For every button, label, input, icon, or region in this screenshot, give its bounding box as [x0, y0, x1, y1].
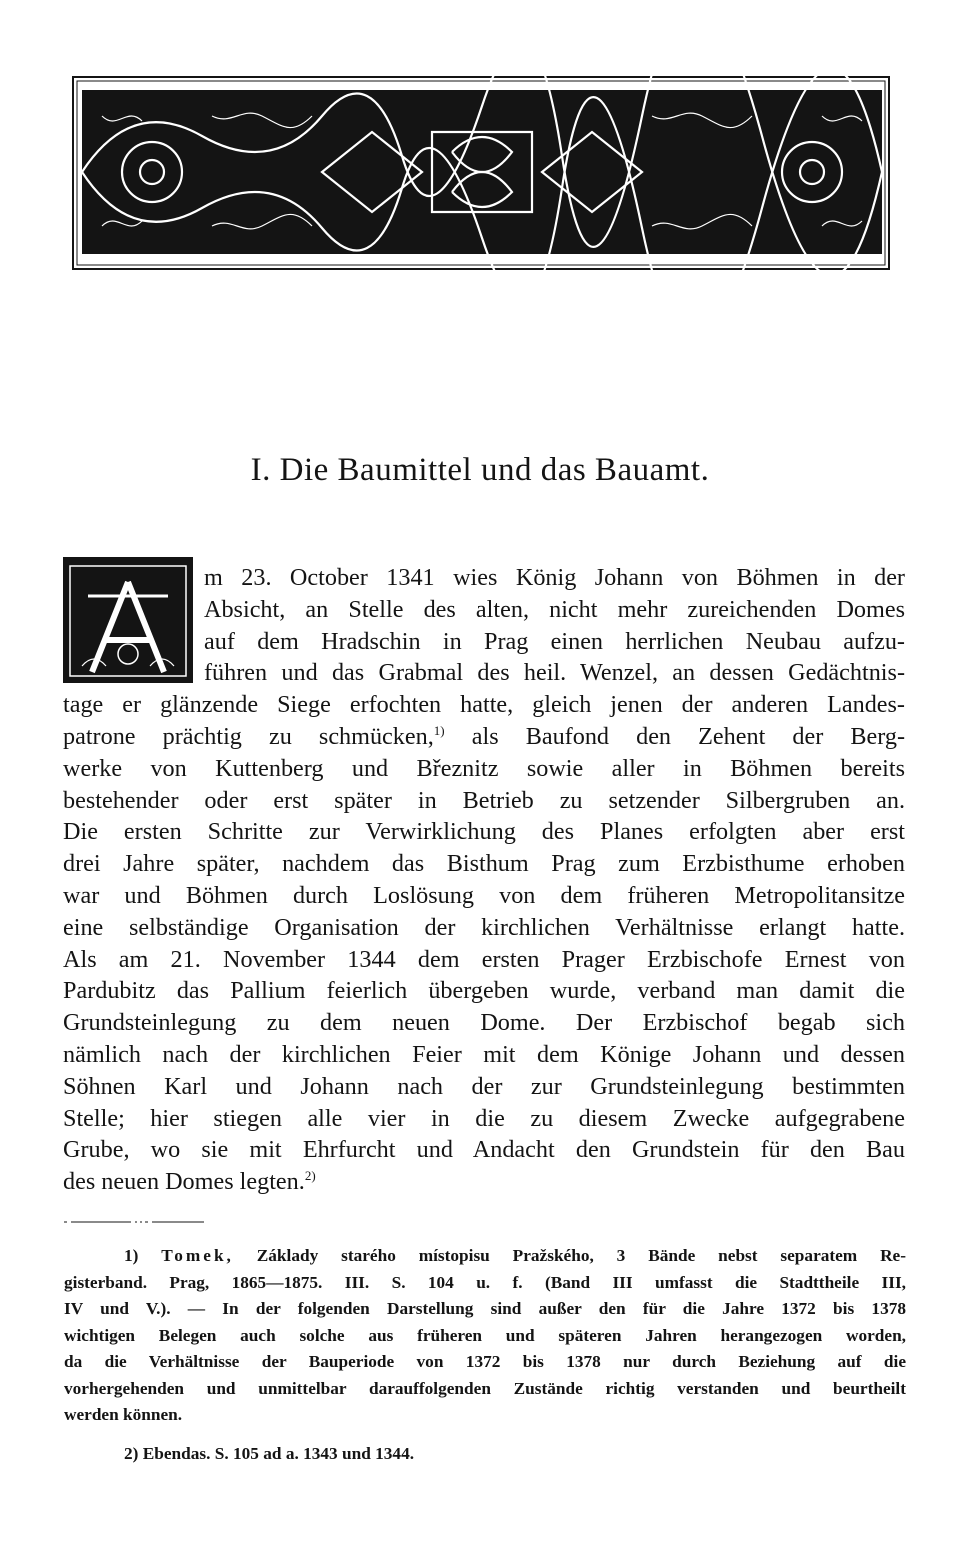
text-line: eine selbständige Organisation der kirchlichen Verhältnisse erlangt hatte.: [63, 913, 905, 941]
footnote-1-line: werden können.: [64, 1405, 183, 1424]
footnote-1-marker: 1): [124, 1246, 139, 1265]
footnote-1-line: [64, 1243, 906, 1270]
text-line: Die ersten Schritte zur Verwirklichung des Planes erfolgten aber erst: [63, 818, 905, 846]
footnote-rule: [64, 1221, 204, 1223]
text-line: auf dem Hradschin in Prag einen herrlichen Neubau aufzu-: [204, 627, 905, 655]
chapter-title: I. Die Baumittel und das Bauamt.: [250, 452, 710, 488]
arabesque-ornament-icon: [72, 76, 890, 270]
text-line: Als am 21. November 1344 dem ersten Prager Erzbischofe Ernest von: [63, 945, 905, 973]
body-text: [63, 562, 905, 1198]
text-line: nämlich nach der kirchlichen Feier mit dem Könige Johann und dessen: [63, 1040, 905, 1068]
footnote-marker: 1): [433, 722, 445, 738]
text-line: Pardubitz das Pallium feierlich übergeben wurde, verband man damit die: [63, 977, 905, 1005]
text-line: [63, 1166, 905, 1198]
footnote-2-line: [64, 1441, 906, 1468]
footnote-1-line: gisterband. Prag, 1865—1875. III. S. 104 u. f. (Band III umfasst die Stadttheile III,: [64, 1272, 906, 1292]
text-line: führen und das Grabmal des heil. Wenzel, an dessen Gedächtnis-: [204, 659, 905, 687]
text-line: Grube, wo sie mit Ehrfurcht und Andacht den Grundstein für den Bau: [63, 1136, 905, 1164]
footnote-1-author: Tomek,: [161, 1246, 234, 1265]
text-line: Absicht, an Stelle des alten, nicht mehr zureichenden Domes: [204, 595, 905, 623]
text-line: [63, 721, 905, 753]
footnote-1-line: da die Verhältnisse der Bauperiode von 1372 bis 1378 nur durch Beziehung auf die: [64, 1352, 906, 1371]
ornamental-header-band: [72, 76, 890, 270]
footnote-2-text: Ebendas. S. 105 ad a. 1343 und 1344.: [142, 1443, 415, 1463]
footnote-2-marker: 2): [124, 1443, 139, 1463]
footnote-1-text: Základy starého místopisu Pražského, 3 Bände nebst separatem Re-: [256, 1246, 906, 1265]
text-fragment: als Baufond den Zehent der Berg-: [471, 722, 906, 750]
text-line: Grundsteinlegung zu dem neuen Dome. Der Erzbischof begab sich: [63, 1009, 905, 1037]
footnote-marker: 2): [304, 1168, 316, 1184]
text-fragment: des neuen Domes legten.: [63, 1168, 305, 1196]
text-line: drei Jahre später, nachdem das Bisthum Prag zum Erzbisthume erhoben: [63, 850, 905, 878]
text-line: war und Böhmen durch Loslösung von dem früheren Metropolitansitze: [63, 881, 905, 909]
text-line: m 23. October 1341 wies König Johann von Böhmen in der: [204, 564, 905, 591]
footnotes: [64, 1243, 906, 1467]
footnote-1-line: IV und V.). — In der folgenden Darstellung sind außer den für die Jahre 1372 bis 1378: [64, 1299, 906, 1318]
text-line: bestehender oder erst später in Betrieb zu setzender Silbergruben an.: [63, 786, 905, 814]
text-line: werke von Kuttenberg und Březnitz sowie aller in Böhmen bereits: [63, 754, 905, 782]
text-line: Stelle; hier stiegen alle vier in die zu diesem Zwecke aufgegrabene: [63, 1104, 905, 1132]
footnote-1-line: vorhergehenden und unmittelbar darauffolgenden Zustände richtig verstanden und beurtheilt: [64, 1378, 906, 1398]
text-line: Söhnen Karl und Johann nach der zur Grundsteinlegung bestimmten: [63, 1072, 905, 1100]
text-fragment: patrone prächtig zu schmücken,: [63, 722, 434, 750]
footnote-1-line: wichtigen Belegen auch solche aus früheren und späteren Jahren herangezogen worden,: [64, 1325, 906, 1345]
text-line: tage er glänzende Siege erfochten hatte, gleich jenen der anderen Landes-: [63, 691, 905, 719]
